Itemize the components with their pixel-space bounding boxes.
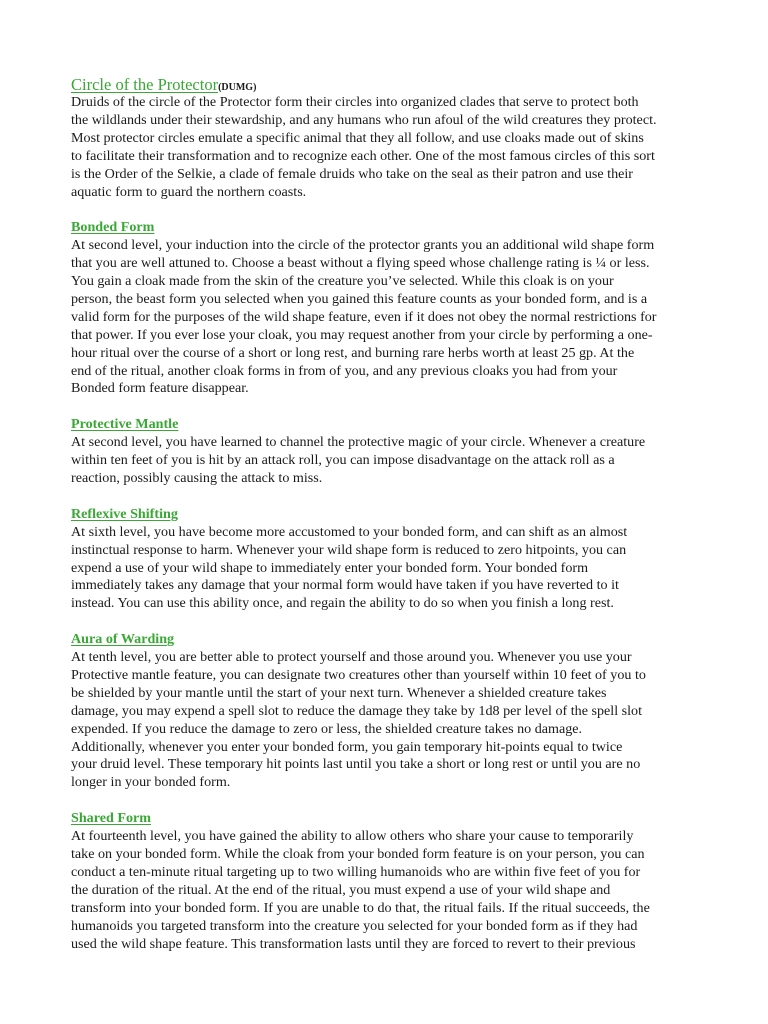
text-line: take on your bonded form. While the cloak from your bonded form feature is on your person, you can <box>71 845 645 862</box>
text-line: the wildlands under their stewardship, and any humans who run afoul of the wild creatures they protect. <box>71 111 657 128</box>
section-heading: Protective Mantle <box>71 416 179 433</box>
document-title: Circle of the Protector <box>71 75 219 94</box>
text-line: longer in your bonded form. <box>71 774 231 791</box>
section-aura-of-warding <box>71 631 701 792</box>
text-line: expend a use of your wild shape to immediately enter your bonded form. Your bonded form <box>71 559 589 576</box>
text-line: Bonded form feature disappear. <box>71 380 249 397</box>
section-heading: Reflexive Shifting <box>71 505 178 522</box>
text-line: Protective mantle feature, you can designate two creatures other than yourself within 10 feet of you to <box>71 666 646 683</box>
text-line: reaction, possibly causing the attack to miss. <box>71 470 323 486</box>
text-line: instinctual response to harm. Whenever your wild shape form is reduced to zero hitpoints, you can <box>71 541 627 558</box>
text-line: expended. If you reduce the damage to zero or less, the shielded creature takes no damage. <box>71 720 583 737</box>
text-line: You gain a cloak made from the skin of the creature you’ve selected. While this cloak is on your <box>71 273 614 290</box>
section-body <box>71 524 701 614</box>
text-line: humanoids you targeted transform into the creature you selected for your bonded form as if they had <box>71 917 638 934</box>
text-line: At fourteenth level, you have gained the ability to allow others who share your cause to temporarily <box>71 828 634 845</box>
text-line: Most protector circles emulate a specific animal that they all follow, and use cloaks made out of skins <box>71 129 644 146</box>
title-line <box>71 76 701 94</box>
text-line: that you are well attuned to. Choose a beast without a flying speed whose challenge rating is ¼ or less. <box>71 255 650 272</box>
section-heading: Shared Form <box>71 810 151 827</box>
text-line: At tenth level, you are better able to protect yourself and those around you. Whenever you use your <box>71 649 632 666</box>
text-line: transform into your bonded form. If you are unable to do that, the ritual fails. If the ritual succeeds, the <box>71 899 650 916</box>
section-protective-mantle <box>71 416 701 488</box>
text-line: Additionally, whenever you enter your bonded form, you gain temporary hit-points equal to twice <box>71 738 623 755</box>
text-line: the duration of the ritual. At the end of the ritual, you must expend a use of your wild shape and <box>71 881 611 898</box>
text-line: is the Order of the Selkie, a clade of female druids who take on the seal as their patron and use their <box>71 165 633 182</box>
section-body <box>71 649 701 792</box>
text-line: At sixth level, you have become more accustomed to your bonded form, and can shift as an almost <box>71 523 628 540</box>
text-line: damage, you may expend a spell slot to reduce the damage they take by 1d8 per level of the spell slot <box>71 702 643 719</box>
text-line: hour ritual over the course of a short or long rest, and burning rare herbs worth at least 25 gp. At the <box>71 344 635 361</box>
section-body <box>71 237 701 398</box>
text-line: immediately takes any damage that your normal form would have taken if you have reverted to it <box>71 577 619 594</box>
text-line: your druid level. These temporary hit points last until you take a short or long rest or until you are no <box>71 756 641 773</box>
text-line: person, the beast form you selected when you gained this feature counts as your bonded form, and is a <box>71 290 648 307</box>
text-line: end of the ritual, another cloak forms in from of you, and any previous cloaks you had from your <box>71 362 618 379</box>
text-line: used the wild shape feature. This transformation lasts until they are forced to revert to their previous <box>71 935 636 952</box>
section-bonded-form <box>71 219 701 398</box>
text-line: At second level, your induction into the circle of the protector grants you an additional wild shape form <box>71 237 655 254</box>
section-reflexive-shifting <box>71 506 701 613</box>
text-line: valid form for the purposes of the wild shape feature, even if it does not obey the normal restrictions for <box>71 308 657 325</box>
text-line: within ten feet of you is hit by an attack roll, you can impose disadvantage on the attack roll as a <box>71 452 615 469</box>
text-line: that power. If you ever lose your cloak, you may request another from your circle by performing a one- <box>71 326 653 343</box>
section-shared-form <box>71 810 701 953</box>
text-line: Druids of the circle of the Protector form their circles into organized clades that serve to protect both <box>71 94 639 110</box>
text-line: be shielded by your mantle until the start of your next turn. Whenever a shielded creature takes <box>71 684 607 701</box>
text-line: aquatic form to guard the northern coasts. <box>71 183 307 200</box>
intro-paragraph <box>71 94 701 201</box>
text-line: conduct a ten-minute ritual targeting up to two willing humanoids who are within five feet of you for <box>71 863 641 880</box>
section-heading: Bonded Form <box>71 219 155 236</box>
source-tag: (DUMG) <box>218 82 257 93</box>
section-body <box>71 434 701 488</box>
document-page <box>71 76 701 953</box>
text-line: instead. You can use this ability once, and regain the ability to do so when you finish a long rest. <box>71 595 614 612</box>
text-line: to facilitate their transformation and to recognize each other. One of the most famous circles of this sort <box>71 147 655 164</box>
text-line: At second level, you have learned to channel the protective magic of your circle. Whenever a creature <box>71 434 646 451</box>
section-body <box>71 828 701 953</box>
section-heading: Aura of Warding <box>71 631 175 648</box>
